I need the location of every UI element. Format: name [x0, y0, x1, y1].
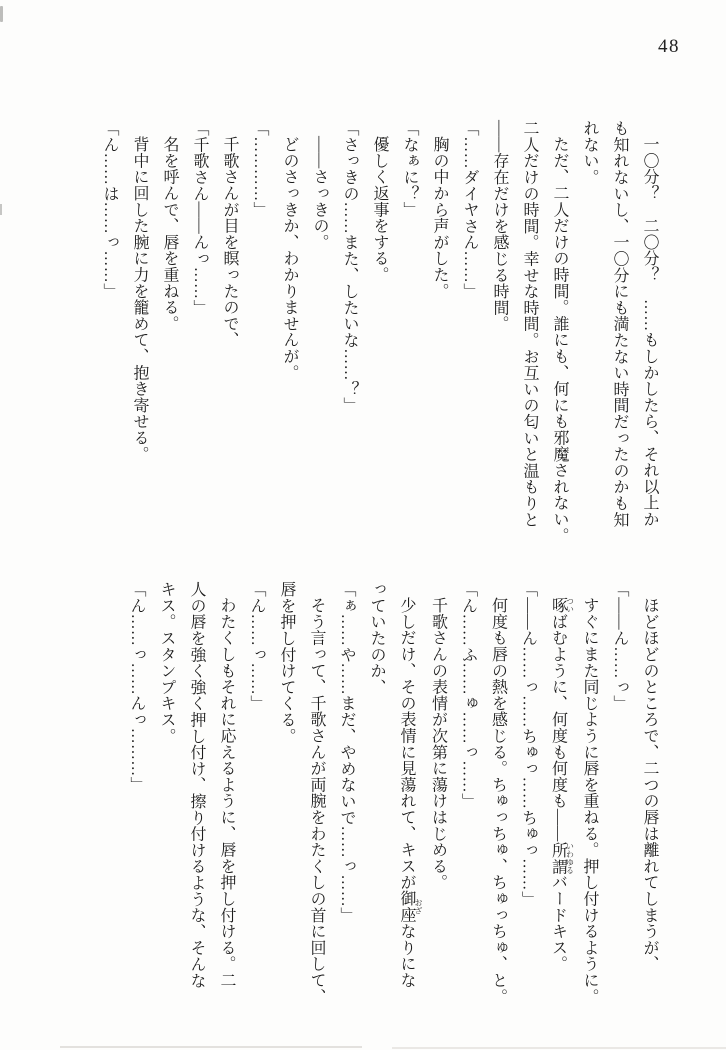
- text-column: 「――ん……っ」: [611, 581, 628, 712]
- text-column: 何度も唇の熱を感じる。ちゅっちゅ、ちゅっちゅ、と。: [489, 597, 507, 1005]
- scan-artifact: [0, 6, 3, 22]
- furigana-ruby: 御座 おざ: [398, 890, 423, 924]
- text-column: 「……ダイヤさん……」: [461, 120, 478, 300]
- scan-artifact: [0, 99, 2, 107]
- text-column: 千歌さんが目を瞑ったので、: [221, 136, 238, 348]
- text-column: 「ん……ふ……ゅ……っ……」: [459, 581, 477, 810]
- furigana-text: おざ: [414, 890, 423, 923]
- text-column: 「千歌さん――んっ……」: [191, 120, 208, 316]
- furigana-ruby: 啄 つい: [549, 597, 575, 614]
- text-column: すぐにまた同じように唇を重ねる。押し付けるように。: [581, 597, 598, 1005]
- text-column: 背中に回した腕に力を籠めて、抱き寄せる。: [131, 136, 148, 462]
- text-column: 唇を押し付けてくる。: [278, 581, 295, 744]
- furigana-text: いわゆる: [565, 841, 575, 875]
- upper-text-block: [94, 120, 664, 565]
- text-column: 少しだけ、その表情に見蕩れて、キスが御座 おざなりにな: [398, 597, 423, 989]
- furigana-ruby: 所謂 いわゆる: [549, 841, 575, 875]
- text-column: わたくしもそれに応えるように、唇を押し付ける。二: [218, 597, 235, 989]
- text-column: 「なぁに？」: [401, 120, 418, 218]
- text-column: 二人だけの時間。幸せな時間。お互いの匂いと温もりと: [521, 120, 538, 528]
- text-column: 「――ん……っ……ちゅっ……ちゅっ……」: [519, 581, 537, 907]
- text-column: っていたのか、: [368, 581, 385, 696]
- text-column: ほどほどのところで、二つの唇は離れてしまうが、: [641, 597, 658, 972]
- text-column: どのさっきか、わかりませんが。: [281, 136, 298, 381]
- text-column: 一〇分？ 二〇分？ ……もしかしたら、それ以上か: [641, 136, 658, 528]
- text-column: ただ、二人だけの時間。誰にも、何にも邪魔されない。: [551, 136, 568, 544]
- text-column: 千歌さんの表情が次第に蕩けはじめる。: [429, 597, 447, 891]
- text-column: 「ん……っ……」: [248, 581, 265, 712]
- text-column: 優しく返事をする。: [371, 136, 388, 283]
- text-column: ――さっきの。: [311, 136, 328, 251]
- text-column: 「…………」: [251, 120, 268, 218]
- lower-text-block: [121, 581, 664, 1046]
- page-number: 48: [658, 36, 680, 57]
- text-column: 「ん……は……っ……」: [101, 120, 118, 300]
- text-column: 「ん……っ……んっ………」: [128, 581, 145, 793]
- text-column: ――存在だけを感じる時間。: [491, 120, 508, 332]
- text-column: も知れないし、一〇分にも満たない時間だったのかも知: [611, 120, 628, 528]
- text-column: 胸の中から声がした。: [431, 136, 448, 299]
- text-column: 名を呼んで、唇を重ねる。: [161, 136, 178, 332]
- scan-artifact: [392, 1047, 726, 1049]
- text-column: 人の唇を強く強く押し付け、擦り付けるような、そんな: [188, 581, 205, 989]
- text-column: 啄 ついばむように、何度も何度も――所謂 いわゆるバードキス。: [549, 597, 575, 972]
- text-column: 「ぁ……や……まだ、やめないで……っ……」: [338, 581, 355, 924]
- scan-artifact: [0, 204, 2, 215]
- text-column: れない。: [581, 120, 598, 186]
- text-column: キス。スタンプキス。: [158, 581, 175, 744]
- furigana-text: つい: [565, 597, 575, 614]
- text-column: 「さっきの……また、したいな……？」: [341, 120, 358, 414]
- text-column: そう言って、千歌さんが両腕をわたくしの首に回して、: [308, 597, 325, 1005]
- scan-artifact: [60, 1046, 362, 1048]
